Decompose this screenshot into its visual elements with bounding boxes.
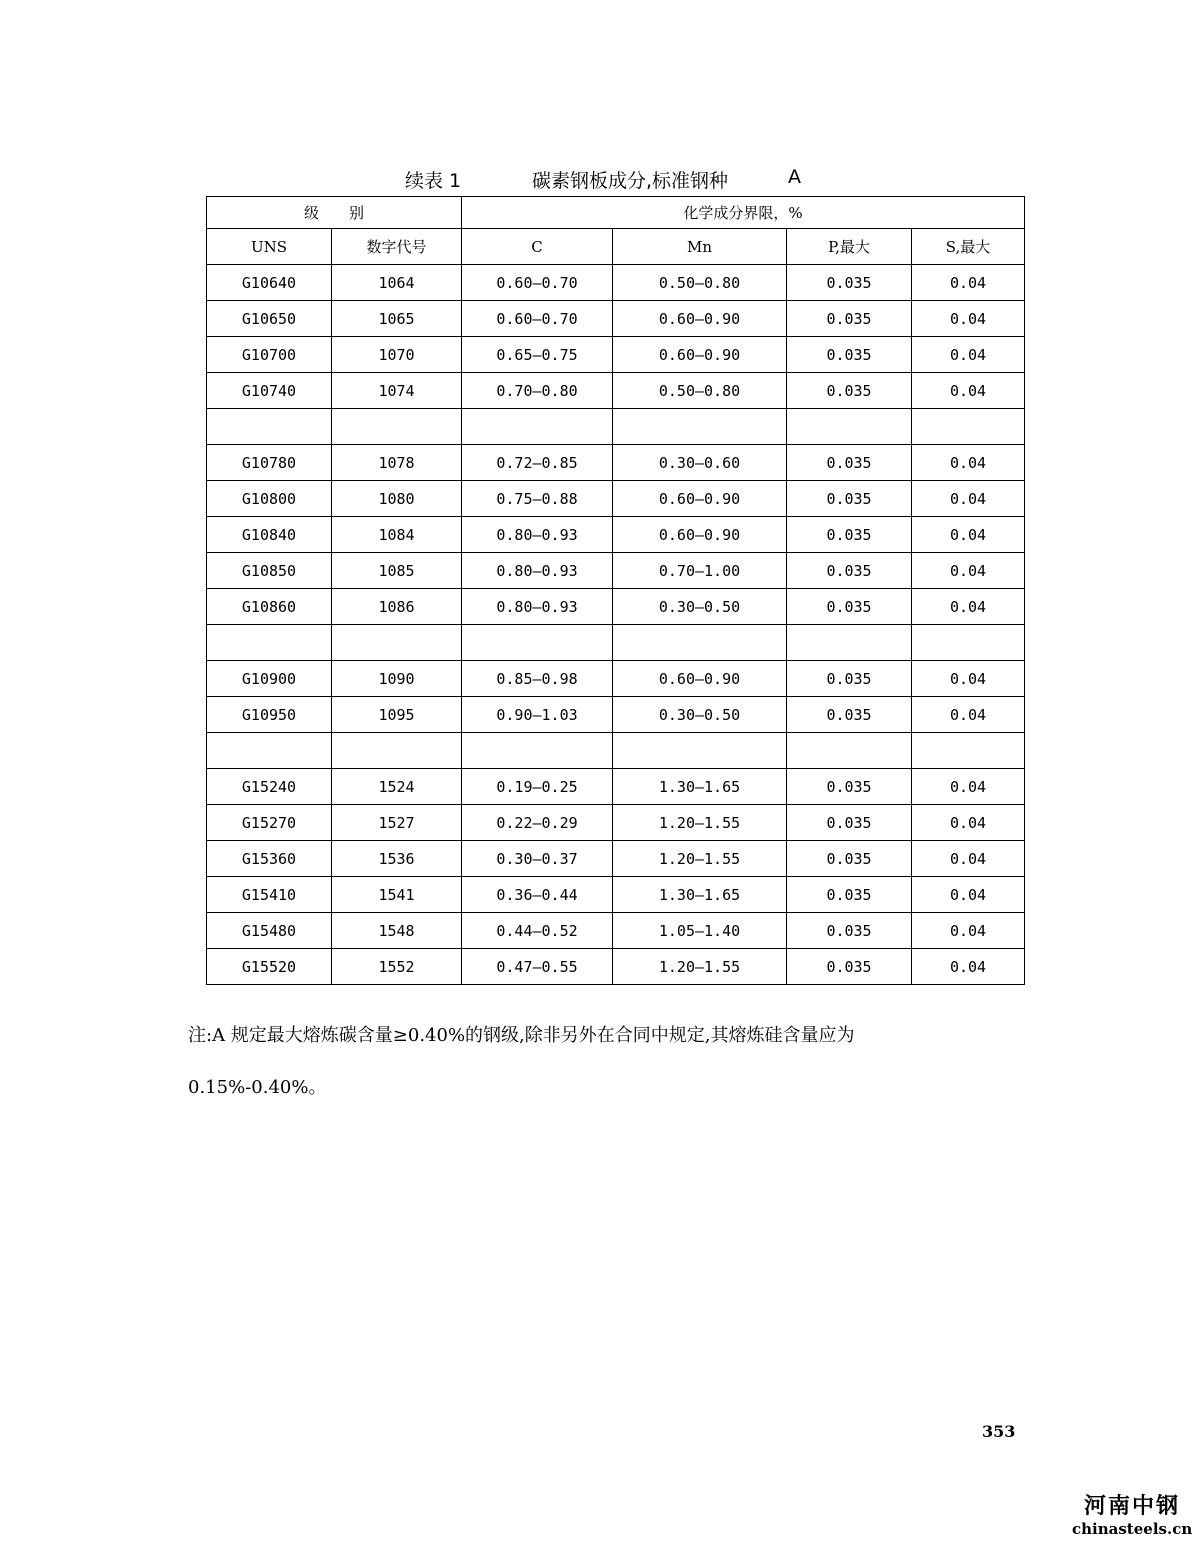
cell-s: 0.04 [912, 337, 1025, 373]
cell-p: 0.035 [787, 373, 912, 409]
table-title [0, 166, 1198, 192]
table-row [207, 409, 1025, 445]
cell-p: 0.035 [787, 481, 912, 517]
cell-number: 1090 [332, 661, 462, 697]
column-header-uns: UNS [207, 229, 332, 265]
cell-p: 0.035 [787, 805, 912, 841]
column-header-p: P,最大 [787, 229, 912, 265]
cell-mn: 0.60—0.90 [613, 301, 787, 337]
table-row [207, 553, 1025, 589]
cell-number: 1078 [332, 445, 462, 481]
cell-uns: G10640 [207, 265, 332, 301]
watermark-logo [1072, 1494, 1192, 1538]
composition-table [206, 196, 1025, 985]
cell-uns: G10840 [207, 517, 332, 553]
table-row [207, 949, 1025, 985]
cell-c: 0.60—0.70 [462, 265, 613, 301]
header-group-grade: 级 别 [207, 197, 462, 229]
cell-uns: G10780 [207, 445, 332, 481]
cell-c: 0.80—0.93 [462, 589, 613, 625]
cell-s: 0.04 [912, 373, 1025, 409]
cell-uns: G10900 [207, 661, 332, 697]
cell-c: 0.80—0.93 [462, 553, 613, 589]
cell-s: 0.04 [912, 301, 1025, 337]
cell-uns [207, 733, 332, 769]
cell-number: 1095 [332, 697, 462, 733]
cell-mn: 1.20—1.55 [613, 805, 787, 841]
cell-p: 0.035 [787, 553, 912, 589]
cell-c: 0.22—0.29 [462, 805, 613, 841]
table-title-text: 碳素钢板成分,标准钢种 [532, 170, 729, 192]
cell-s: 0.04 [912, 949, 1025, 985]
column-header-s: S,最大 [912, 229, 1025, 265]
cell-mn: 1.20—1.55 [613, 841, 787, 877]
table-row [207, 265, 1025, 301]
cell-s: 0.04 [912, 913, 1025, 949]
table-row [207, 589, 1025, 625]
cell-uns [207, 409, 332, 445]
cell-p: 0.035 [787, 841, 912, 877]
cell-s: 0.04 [912, 553, 1025, 589]
cell-s [912, 625, 1025, 661]
watermark-text-top: 河南中钢 [1083, 1494, 1180, 1519]
cell-p [787, 625, 912, 661]
cell-s [912, 733, 1025, 769]
table-row [207, 877, 1025, 913]
cell-p: 0.035 [787, 877, 912, 913]
header-group-row [207, 197, 1025, 229]
cell-mn [613, 733, 787, 769]
cell-s: 0.04 [912, 589, 1025, 625]
cell-mn [613, 625, 787, 661]
cell-uns: G10850 [207, 553, 332, 589]
cell-s: 0.04 [912, 805, 1025, 841]
table-row [207, 517, 1025, 553]
cell-uns [207, 625, 332, 661]
cell-p: 0.035 [787, 337, 912, 373]
cell-s: 0.04 [912, 481, 1025, 517]
cell-s: 0.04 [912, 841, 1025, 877]
cell-uns: G15410 [207, 877, 332, 913]
table-row [207, 373, 1025, 409]
cell-uns: G10740 [207, 373, 332, 409]
cell-c: 0.75—0.88 [462, 481, 613, 517]
footnote [188, 1010, 1028, 1114]
cell-number: 1085 [332, 553, 462, 589]
table-row [207, 769, 1025, 805]
cell-uns: G15360 [207, 841, 332, 877]
cell-uns: G10860 [207, 589, 332, 625]
cell-mn [613, 409, 787, 445]
cell-mn: 1.20—1.55 [613, 949, 787, 985]
cell-mn: 0.30—0.60 [613, 445, 787, 481]
table-row [207, 445, 1025, 481]
cell-number: 1524 [332, 769, 462, 805]
cell-c: 0.60—0.70 [462, 301, 613, 337]
cell-c [462, 733, 613, 769]
cell-s [912, 409, 1025, 445]
cell-mn: 0.30—0.50 [613, 697, 787, 733]
page-number: 353 [982, 1422, 1016, 1441]
cell-uns: G10700 [207, 337, 332, 373]
cell-number [332, 625, 462, 661]
table-row [207, 913, 1025, 949]
cell-p: 0.035 [787, 589, 912, 625]
cell-mn: 0.60—0.90 [613, 517, 787, 553]
column-header-number: 数字代号 [332, 229, 462, 265]
cell-number: 1084 [332, 517, 462, 553]
table-title-mark: A [788, 166, 801, 188]
cell-s: 0.04 [912, 697, 1025, 733]
table-row [207, 301, 1025, 337]
cell-uns: G10650 [207, 301, 332, 337]
watermark-text-bottom: chinasteels.cn [1072, 1520, 1193, 1538]
cell-s: 0.04 [912, 877, 1025, 913]
table-row [207, 733, 1025, 769]
cell-p: 0.035 [787, 913, 912, 949]
cell-p: 0.035 [787, 265, 912, 301]
cell-s: 0.04 [912, 769, 1025, 805]
cell-p [787, 733, 912, 769]
cell-number: 1548 [332, 913, 462, 949]
cell-c: 0.80—0.93 [462, 517, 613, 553]
cell-mn: 1.05—1.40 [613, 913, 787, 949]
cell-p: 0.035 [787, 697, 912, 733]
cell-number: 1536 [332, 841, 462, 877]
footnote-line-2: 0.15%-0.40%。 [188, 1077, 327, 1098]
cell-mn: 0.70—1.00 [613, 553, 787, 589]
cell-s: 0.04 [912, 661, 1025, 697]
table-row [207, 841, 1025, 877]
cell-mn: 0.50—0.80 [613, 373, 787, 409]
cell-p: 0.035 [787, 949, 912, 985]
table-row [207, 337, 1025, 373]
cell-c: 0.36—0.44 [462, 877, 613, 913]
cell-number: 1070 [332, 337, 462, 373]
cell-uns: G15270 [207, 805, 332, 841]
footnote-line-1: 注:A 规定最大熔炼碳含量≥0.40%的钢级,除非另外在合同中规定,其熔炼硅含量应为 [188, 1025, 855, 1046]
table-row [207, 481, 1025, 517]
cell-c: 0.85—0.98 [462, 661, 613, 697]
cell-c: 0.44—0.52 [462, 913, 613, 949]
cell-c: 0.72—0.85 [462, 445, 613, 481]
table-row [207, 661, 1025, 697]
cell-p: 0.035 [787, 769, 912, 805]
cell-mn: 0.60—0.90 [613, 337, 787, 373]
cell-c: 0.19—0.25 [462, 769, 613, 805]
cell-mn: 0.60—0.90 [613, 481, 787, 517]
cell-p: 0.035 [787, 445, 912, 481]
cell-mn: 1.30—1.65 [613, 769, 787, 805]
table-row [207, 625, 1025, 661]
cell-uns: G10950 [207, 697, 332, 733]
cell-uns: G15480 [207, 913, 332, 949]
header-group-composition: 化学成分界限，% [462, 197, 1025, 229]
cell-mn: 0.50—0.80 [613, 265, 787, 301]
cell-p [787, 409, 912, 445]
cell-number: 1080 [332, 481, 462, 517]
cell-c: 0.47—0.55 [462, 949, 613, 985]
cell-number: 1064 [332, 265, 462, 301]
cell-uns: G10800 [207, 481, 332, 517]
cell-p: 0.035 [787, 661, 912, 697]
column-header-c: C [462, 229, 613, 265]
cell-mn: 0.30—0.50 [613, 589, 787, 625]
cell-c [462, 409, 613, 445]
cell-number: 1552 [332, 949, 462, 985]
table-title-prefix: 续表 1 [405, 170, 462, 192]
cell-number: 1065 [332, 301, 462, 337]
table-row [207, 805, 1025, 841]
column-header-mn: Mn [613, 229, 787, 265]
cell-c: 0.70—0.80 [462, 373, 613, 409]
table-row [207, 697, 1025, 733]
header-column-row [207, 229, 1025, 265]
cell-mn: 1.30—1.65 [613, 877, 787, 913]
cell-number: 1527 [332, 805, 462, 841]
cell-p: 0.035 [787, 517, 912, 553]
cell-number: 1541 [332, 877, 462, 913]
cell-number [332, 409, 462, 445]
cell-mn: 0.60—0.90 [613, 661, 787, 697]
cell-s: 0.04 [912, 445, 1025, 481]
cell-s: 0.04 [912, 265, 1025, 301]
cell-c: 0.30—0.37 [462, 841, 613, 877]
cell-uns: G15520 [207, 949, 332, 985]
cell-number [332, 733, 462, 769]
cell-s: 0.04 [912, 517, 1025, 553]
cell-c [462, 625, 613, 661]
cell-number: 1086 [332, 589, 462, 625]
cell-c: 0.90—1.03 [462, 697, 613, 733]
cell-uns: G15240 [207, 769, 332, 805]
cell-c: 0.65—0.75 [462, 337, 613, 373]
cell-number: 1074 [332, 373, 462, 409]
cell-p: 0.035 [787, 301, 912, 337]
